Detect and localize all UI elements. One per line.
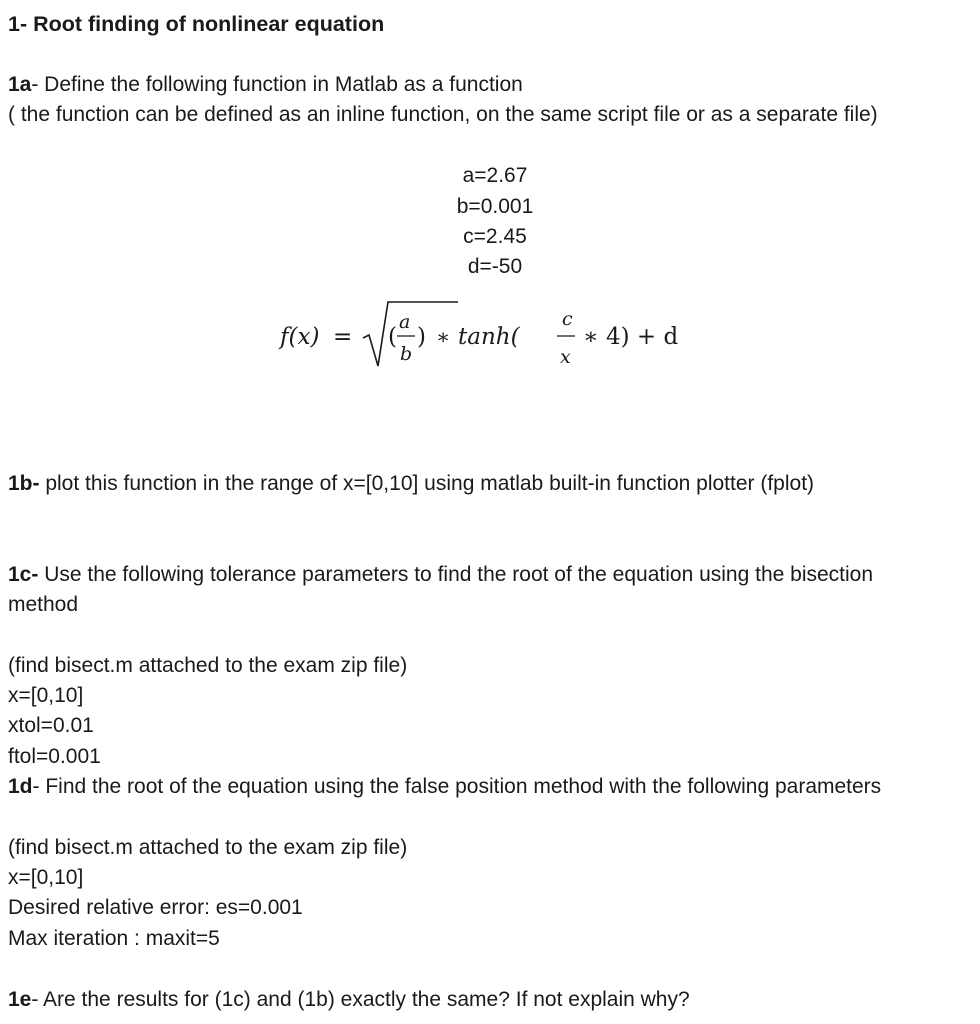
- section-1c-x: x=[0,10]: [8, 684, 84, 707]
- param-a: a=2.67: [462, 164, 528, 187]
- section-1a-label: 1a: [8, 73, 32, 96]
- section-1d-find: (find bisect.m attached to the exam zip file): [8, 836, 408, 859]
- section-1c-find: (find bisect.m attached to the exam zip file): [8, 654, 408, 677]
- param-d: d=-50: [467, 255, 523, 278]
- section-1c-text2: method: [8, 593, 79, 616]
- section-1b: [8, 471, 814, 497]
- section-1d-x: x=[0,10]: [8, 866, 84, 889]
- section-1b-text: plot this function in the range of x=[0,10] using matlab built-in function plotter (fplot): [39, 472, 815, 495]
- section-1e-text: - Are the results for (1c) and (1b) exactly the same? If not explain why?: [31, 988, 690, 1011]
- section-1c-ftol: ftol=0.001: [8, 745, 101, 768]
- section-1a-heading: [8, 72, 523, 98]
- section-1e: [8, 987, 690, 1013]
- function-formula: [270, 298, 700, 378]
- formula-equals: =: [333, 324, 353, 350]
- formula-lhs: f(x): [280, 324, 320, 350]
- section-1d-es: Desired relative error: es=0.001: [8, 896, 303, 919]
- formula-tail: ∗ 4) + d: [583, 324, 679, 350]
- section-1d-heading: [8, 774, 881, 800]
- formula-numerator-c: c: [562, 308, 573, 330]
- section-1a-text: - Define the following function in Matlab as a function: [31, 73, 523, 96]
- paren-close: ): [417, 324, 426, 350]
- section-1b-label: 1b-: [8, 472, 40, 495]
- section-1e-label: 1e: [8, 988, 32, 1011]
- section-1c-label: 1c-: [8, 563, 39, 586]
- section-1a-note: ( the function can be defined as an inline function, on the same script file or as a separate file): [8, 103, 878, 126]
- formula-denominator-x: x: [560, 346, 571, 368]
- param-b: b=0.001: [456, 195, 534, 218]
- formula-mult: ∗: [436, 325, 451, 349]
- section-1c-heading: [8, 562, 873, 588]
- formula-numerator-a: a: [399, 311, 411, 333]
- paren-open: (: [388, 324, 397, 350]
- param-c: c=2.45: [463, 225, 527, 248]
- section-1d-maxit: Max iteration : maxit=5: [8, 927, 220, 950]
- formula-tanh: tanh(: [458, 324, 520, 350]
- section-1c-text: Use the following tolerance parameters to find the root of the equation using the bisection: [38, 563, 874, 586]
- page-title: 1- Root finding of nonlinear equation: [8, 12, 385, 36]
- section-1d-label: 1d: [8, 775, 33, 798]
- formula-denominator-b: b: [400, 343, 413, 365]
- section-1d-text: - Find the root of the equation using the false position method with the following parameters: [32, 775, 882, 798]
- section-1c-xtol: xtol=0.01: [8, 714, 94, 737]
